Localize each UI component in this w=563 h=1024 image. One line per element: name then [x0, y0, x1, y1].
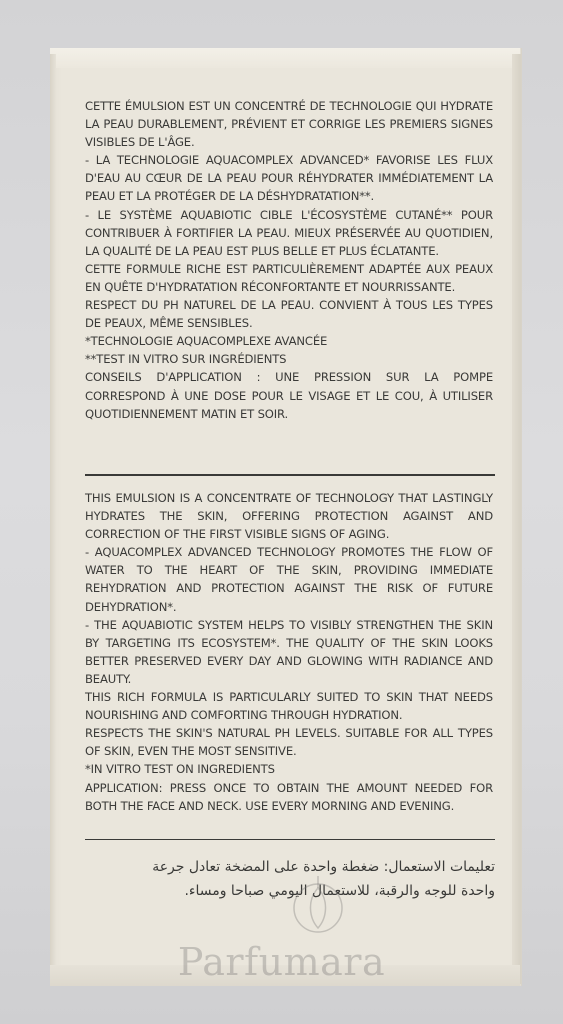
english-paragraph: APPLICATION: PRESS ONCE TO OBTAIN THE AMOUNT NEEDED FOR BOTH THE FACE AND NECK. USE EVERY MORNING AND EVENING.	[85, 780, 493, 813]
french-paragraph: CONSEILS D'APPLICATION : UNE PRESSION SUR LA POMPE CORRESPOND À UNE DOSE POUR LE VISAGE ET LE COU, À UTILISER QUOTIDIENNEMENT MATIN ET SOIR.	[85, 370, 493, 421]
french-text-block	[85, 97, 493, 423]
english-paragraph: RESPECTS THE SKIN'S NATURAL PH LEVELS. SUITABLE FOR ALL TYPES OF SKIN, EVEN THE MOST SENSITIVE.	[85, 726, 493, 759]
watermark-text: Parfumara	[177, 940, 386, 984]
english-paragraph: - THE AQUABIOTIC SYSTEM HELPS TO VISIBLY STRENGTHEN THE SKIN BY TARGETING ITS ECOSYSTEM*. THE QUALITY OF THE SKIN LOOKS BETTER PRESERVED EVERY DAY AND GLOWING WITH RADIANCE AND BEAUTY.	[85, 617, 493, 686]
french-paragraph: - LE SYSTÈME AQUABIOTIC CIBLE L'ÉCOSYSTÈME CUTANÉ** POUR CONTRIBUER À FORTIFIER LA PEAU. MIEUX PRÉSERVÉE AU QUOTIDIEN, LA QUALITÉ DE LA PEAU EST PLUS BELLE ET PLUS ÉCLATANTE.	[85, 207, 493, 258]
french-footnote: *TECHNOLOGIE AQUACOMPLEXE AVANCÉE	[85, 334, 328, 349]
french-paragraph: CETTE FORMULE RICHE EST PARTICULIÈREMENT ADAPTÉE AUX PEAUX EN QUÊTE D'HYDRATATION RÉCONFORTANTE ET NOURRISSANTE.	[85, 261, 493, 294]
french-paragraph: - LA TECHNOLOGIE AQUACOMPLEX ADVANCED* FAVORISE LES FLUX D'EAU AU CŒUR DE LA PEAU POUR RÉHYDRATER IMMÉDIATEMENT LA PEAU ET LA PROTÉGER DE LA DÉSHYDRATATION**.	[85, 153, 493, 204]
english-paragraph: - AQUACOMPLEX ADVANCED TECHNOLOGY PROMOTES THE FLOW OF WATER TO THE HEART OF THE SKIN, PROVIDING IMMEDIATE REHYDRATION AND PROTECTION AGAINST THE RISK OF FUTURE DEHYDRATION*.	[85, 545, 493, 614]
box-right-edge	[512, 54, 521, 984]
french-footnote: **TEST IN VITRO SUR INGRÉDIENTS	[85, 352, 287, 367]
section-divider	[85, 474, 495, 476]
english-paragraph: THIS EMULSION IS A CONCENTRATE OF TECHNOLOGY THAT LASTINGLY HYDRATES THE SKIN, OFFERING PROTECTION AGAINST AND CORRECTION OF THE FIRST VISIBLE SIGNS OF AGING.	[85, 491, 493, 542]
english-paragraph: THIS RICH FORMULA IS PARTICULARLY SUITED TO SKIN THAT NEEDS NOURISHING AND COMFORTING THROUGH HYDRATION.	[85, 690, 493, 723]
english-text-block	[85, 489, 493, 815]
box-left-edge	[50, 54, 56, 984]
watermark-perfume-icon	[289, 868, 347, 938]
french-paragraph: CETTE ÉMULSION EST UN CONCENTRÉ DE TECHNOLOGIE QUI HYDRATE LA PEAU DURABLEMENT, PRÉVIENT ET CORRIGE LES PREMIERS SIGNES VISIBLES DE L'ÂGE.	[85, 99, 493, 150]
english-footnote: *IN VITRO TEST ON INGREDIENTS	[85, 762, 275, 777]
section-divider	[85, 839, 495, 840]
arabic-line: واحدة للوجه والرقبة، للاستعمال اليومي صباحا ومساء.	[184, 883, 495, 899]
arabic-line: تعليمات الاستعمال: ضغطة واحدة على المضخة تعادل جرعة	[152, 859, 495, 875]
french-paragraph: RESPECT DU PH NATUREL DE LA PEAU. CONVIENT À TOUS LES TYPES DE PEAUX, MÊME SENSIBLES.	[85, 298, 493, 331]
box-top-edge	[50, 48, 520, 68]
